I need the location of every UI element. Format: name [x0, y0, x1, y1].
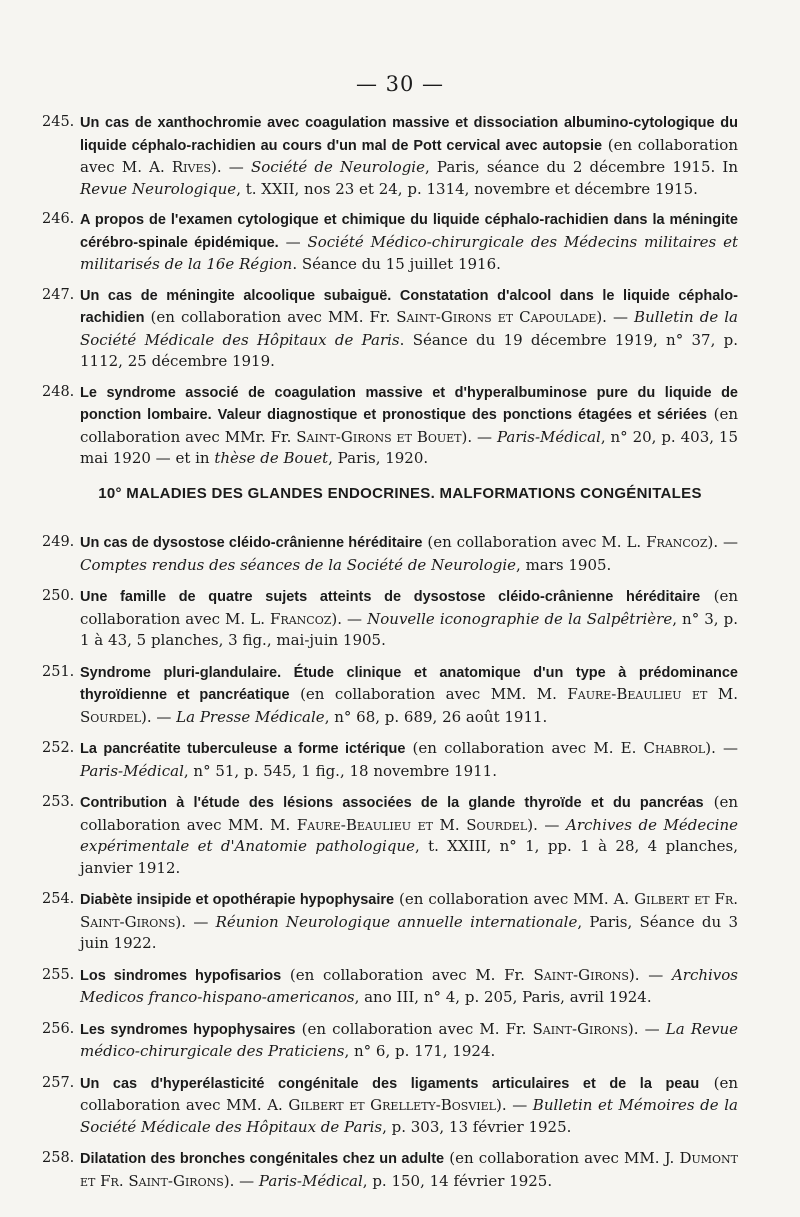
entry-details: . Séance du 19 décembre 1919, n° 37, p. 1112, 25 décembre 1919.	[80, 330, 738, 370]
entry-title: Dilatation des bronches congénitales chez un adulte	[80, 1151, 445, 1167]
entry-collaborators: Francoz	[270, 609, 332, 628]
entry-text: (en collaboration avec MM. A.	[80, 1073, 738, 1114]
entry-text: ). —	[223, 1171, 259, 1190]
entry-details: , n° 3, p. 1 à 43, 5 planches, 3 fig., mai-juin 1905.	[80, 609, 739, 649]
entry-title: Un cas de xanthochromie avec coagulation massive et dissociation albumino-cytologique du liquide céphalo-rachidien au cours d'un mal de Pott cervical avec autopsie	[80, 115, 738, 154]
entry-title: Une famille de quatre sujets atteints de dysostose cléido-crânienne héréditaire	[80, 589, 701, 605]
bibliography-entry	[42, 586, 739, 652]
entry-collaborators: Saint-Girons et Capoulade	[396, 308, 597, 326]
entry-details: . Séance du 15 juillet 1916.	[292, 255, 501, 273]
entry-title: Un cas d'hyperélasticité congénitale des ligaments articulaires et de la peau	[80, 1075, 700, 1092]
entry-text: (en collaboration avec MMr. Fr.	[80, 405, 738, 446]
bibliography-entry	[42, 738, 738, 782]
entry-text: ). —	[461, 427, 497, 446]
entry-text: ). —	[707, 533, 739, 551]
entry-text: (en collaboration avec M. L.	[80, 587, 738, 628]
entry-details: , p. 150, 14 février 1925.	[362, 1171, 553, 1190]
entry-text: (en collaboration avec MM. A.	[394, 890, 635, 908]
entry-text: ). —	[175, 912, 216, 931]
entry-number: 247.	[42, 286, 75, 303]
entry-number: 248.	[42, 383, 75, 400]
entry-details: , p. 303, 13 février 1925.	[382, 1117, 572, 1136]
entry-details: , n° 68, p. 689, 26 août 1911.	[324, 707, 548, 726]
entry-journal: Société de Neurologie	[250, 158, 425, 176]
entry-collaborators: Chabrol	[643, 739, 706, 757]
entry-text: (en collaboration avec MM. J.	[444, 1149, 680, 1167]
entry-collaborators: Gilbert et Grellety-Bosviel	[288, 1096, 496, 1114]
entry-number: 255.	[42, 966, 75, 983]
entry-journal: Paris-Médical	[80, 761, 184, 780]
entries-group-neurology	[42, 112, 739, 479]
entry-journal: La Revue médico-chirurgicale des Praticiens	[80, 1019, 739, 1060]
entry-text: (en collaboration avec M. Fr.	[281, 965, 534, 984]
entry-title: Contribution à l'étude des lésions associées de la glande thyroïde et du pancréas	[80, 795, 704, 811]
entry-collaborators: Saint-Girons	[532, 1019, 628, 1038]
bibliography-entry	[42, 285, 739, 373]
entry-text: ). —	[705, 739, 738, 757]
entry-journal: thèse de Bouet	[214, 449, 329, 467]
entry-details: , mars 1905.	[516, 555, 612, 574]
entry-journal: Réunion Neurologique annuelle internationale	[215, 912, 578, 931]
bibliography-entry	[42, 1073, 739, 1139]
entry-title: Syndrome pluri-glandulaire. Étude clinique et anatomique d'un type à prédominance thyroïdienne et pancréatique	[80, 664, 738, 703]
entry-details: , n° 6, p. 171, 1924.	[344, 1042, 496, 1060]
entry-text: ). —	[596, 308, 635, 326]
entry-journal: Bulletin de la Société Médicale des Hôpitaux de Paris	[80, 308, 739, 349]
entry-collaborators: Faure-Beaulieu et M. Sourdel	[80, 685, 738, 726]
entry-text: (en collaboration avec M. A.	[80, 135, 738, 176]
entry-journal: Paris-Médical	[496, 427, 601, 446]
entry-number: 245.	[42, 114, 75, 130]
entry-collaborators: Rives	[171, 158, 212, 176]
entry-text: ). —	[527, 815, 566, 834]
entry-journal: Revue Neurologique	[80, 179, 237, 198]
entry-collaborators: Saint-Girons et Bouet	[296, 427, 462, 446]
entry-collaborators: Francoz	[646, 533, 708, 551]
entry-journal: Archivos Medicos franco-hispano-americanos	[80, 965, 739, 1006]
entry-title: Le syndrome associé de coagulation massive et d'hyperalbuminose pure du liquide de ponction lombaire. Valeur diagnostique et pronostique des ponctions étagées et sériées	[80, 384, 738, 423]
section-heading: 10° MALADIES DES GLANDES ENDOCRINES. MALFORMATIONS CONGÉNITALES	[98, 485, 702, 502]
entry-title: Un cas de dysostose cléido-crânienne héréditaire	[80, 535, 423, 551]
entry-text: ). —	[211, 158, 251, 176]
entry-details: , Paris, 1920.	[328, 449, 429, 467]
bibliography-entry	[42, 965, 739, 1009]
entry-collaborators: Gilbert et Fr. Saint-Girons	[80, 890, 738, 931]
entry-collaborators: Dumont et Fr. Saint-Girons	[80, 1149, 738, 1190]
bibliography-entry	[42, 209, 738, 276]
bibliography-entry	[42, 112, 738, 200]
entry-title: Diabète insipide et opothérapie hypophysaire	[80, 892, 395, 908]
entry-details: , n° 51, p. 545, 1 fig., 18 novembre 1911.	[183, 761, 497, 780]
entry-details: , Paris, séance du 2 décembre 1915. In	[424, 158, 738, 176]
entry-text: (en collaboration avec MM. M.	[80, 793, 738, 834]
bibliography-entry	[42, 1019, 739, 1063]
page-number: — 30 —	[355, 72, 445, 96]
entry-title: A propos de l'examen cytologique et chimique du liquide céphalo-rachidien dans la méningite cérébro-spinale épidémique.	[80, 212, 738, 251]
entry-journal: La Presse Médicale	[176, 707, 325, 726]
entry-number: 249.	[42, 534, 75, 550]
entry-title: La pancréatite tuberculeuse a forme ictérique	[80, 741, 406, 757]
entry-journal: Nouvelle iconographie de la Salpêtrière	[367, 609, 673, 628]
entry-number: 257.	[42, 1074, 75, 1091]
entry-title: Los sindromes hypofisarios	[80, 967, 282, 984]
entry-title: Un cas de méningite alcoolique subaiguë. Constatation d'alcool dans le liquide céphalo-rachidien	[80, 287, 738, 326]
bibliography-entry	[42, 1148, 738, 1192]
entry-number: 258.	[42, 1150, 75, 1166]
bibliography-entry	[42, 662, 738, 729]
entry-number: 250.	[42, 588, 75, 604]
entry-text: (en collaboration avec M. L.	[422, 533, 647, 551]
entry-number: 252.	[42, 740, 75, 756]
entry-text: (en collaboration avec M. E.	[405, 739, 644, 757]
entry-text: —	[278, 232, 308, 251]
entry-details: , n° 20, p. 403, 15 mai 1920 — et in	[80, 427, 738, 467]
entry-collaborators: Saint-Girons	[533, 965, 629, 984]
entry-text: (en collaboration avec MM. M.	[289, 685, 568, 703]
entry-number: 251.	[42, 663, 75, 680]
entry-number: 254.	[42, 891, 75, 907]
entry-journal: Société Médico-chirurgicale des Médecins militaires et militarisés de la 16e Région	[80, 232, 738, 273]
entry-text: ). —	[628, 965, 672, 984]
entry-details: , t. XXIII, n° 1, pp. 1 à 28, 4 planches, janvier 1912.	[80, 837, 738, 877]
entry-text: ). —	[495, 1096, 533, 1114]
entry-number: 253.	[42, 794, 75, 810]
entry-details: , Paris, Séance du 3 juin 1922.	[80, 912, 739, 952]
entry-journal: Paris-Médical	[258, 1171, 363, 1190]
entry-number: 256.	[42, 1020, 75, 1037]
entries-group-endocrine	[42, 532, 739, 1202]
entry-details: , t. XXII, nos 23 et 24, p. 1314, novembre et décembre 1915.	[236, 179, 698, 198]
bibliography-entry	[42, 889, 739, 955]
bibliography-entry	[42, 382, 738, 470]
bibliography-entry	[42, 792, 738, 879]
entry-text: (en collaboration avec M. Fr.	[295, 1019, 533, 1038]
entry-journal: Bulletin et Mémoires de la Société Médicale des Hôpitaux de Paris	[80, 1096, 739, 1136]
entry-title: Les syndromes hypophysaires	[80, 1021, 296, 1038]
entry-text: ). —	[141, 707, 177, 726]
entry-text: ). —	[331, 609, 368, 628]
entry-details: , ano III, n° 4, p. 205, Paris, avril 1924.	[354, 988, 652, 1006]
bibliography-entry	[42, 532, 739, 576]
entry-number: 246.	[42, 211, 75, 227]
entry-text: (en collaboration avec MM. Fr.	[144, 308, 397, 326]
entry-journal: Comptes rendus des séances de la Société de Neurologie	[80, 555, 517, 574]
entry-text: ). —	[627, 1019, 666, 1038]
entry-collaborators: Faure-Beaulieu et M. Sourdel	[296, 815, 528, 834]
entry-journal: Archives de Médecine expérimentale et d'Anatomie pathologique	[80, 815, 738, 855]
